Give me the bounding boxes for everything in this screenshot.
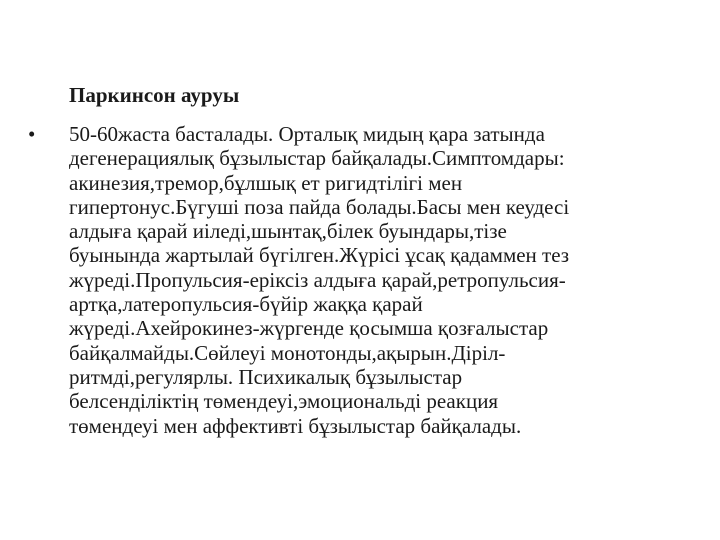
body-line: ритмді,регулярлы. Психикалық бұзылыстар — [69, 364, 463, 389]
body-line: алдыға қарай иіледі,шынтақ,білек буындары,тізе — [69, 219, 507, 244]
body-line: белсенділіктің төмендеуі,эмоциональді реакция — [69, 389, 499, 414]
body-line: төмендеуі мен аффективті бұзылыстар байқалады. — [69, 413, 522, 438]
body-line: акинезия,тремор,бұлшық ет ригидтілігі мен — [69, 170, 463, 195]
body-line: 50-60жаста басталады. Орталық мидың қара затында — [69, 122, 545, 146]
body-line: гипертонус.Бүгуші поза пайда болады.Басы мен кеудесі — [69, 194, 570, 219]
slide-title: Паркинсон ауруы — [69, 83, 240, 107]
bullet-list — [28, 122, 668, 438]
body-line: жүреді.Ахейрокинез-жүргенде қосымша қозғалыстар — [69, 316, 549, 341]
body-line: буынында жартылай бүгілген.Жүрісі ұсақ қадаммен тез — [69, 243, 570, 268]
body-line: жүреді.Пропульсия-еріксіз алдыға қарай,ретропульсия- — [69, 267, 566, 292]
bullet-icon: • — [28, 122, 36, 146]
body-line: байқалмайды.Сөйлеуі монотонды,ақырын.Діріл- — [69, 340, 506, 365]
body-line: артқа,латеропульсия-бүйір жаққа қарай — [69, 292, 423, 317]
bullet-item — [28, 122, 668, 438]
body-line: дегенерациялық бұзылыстар байқалады.Симптомдары: — [69, 146, 565, 171]
